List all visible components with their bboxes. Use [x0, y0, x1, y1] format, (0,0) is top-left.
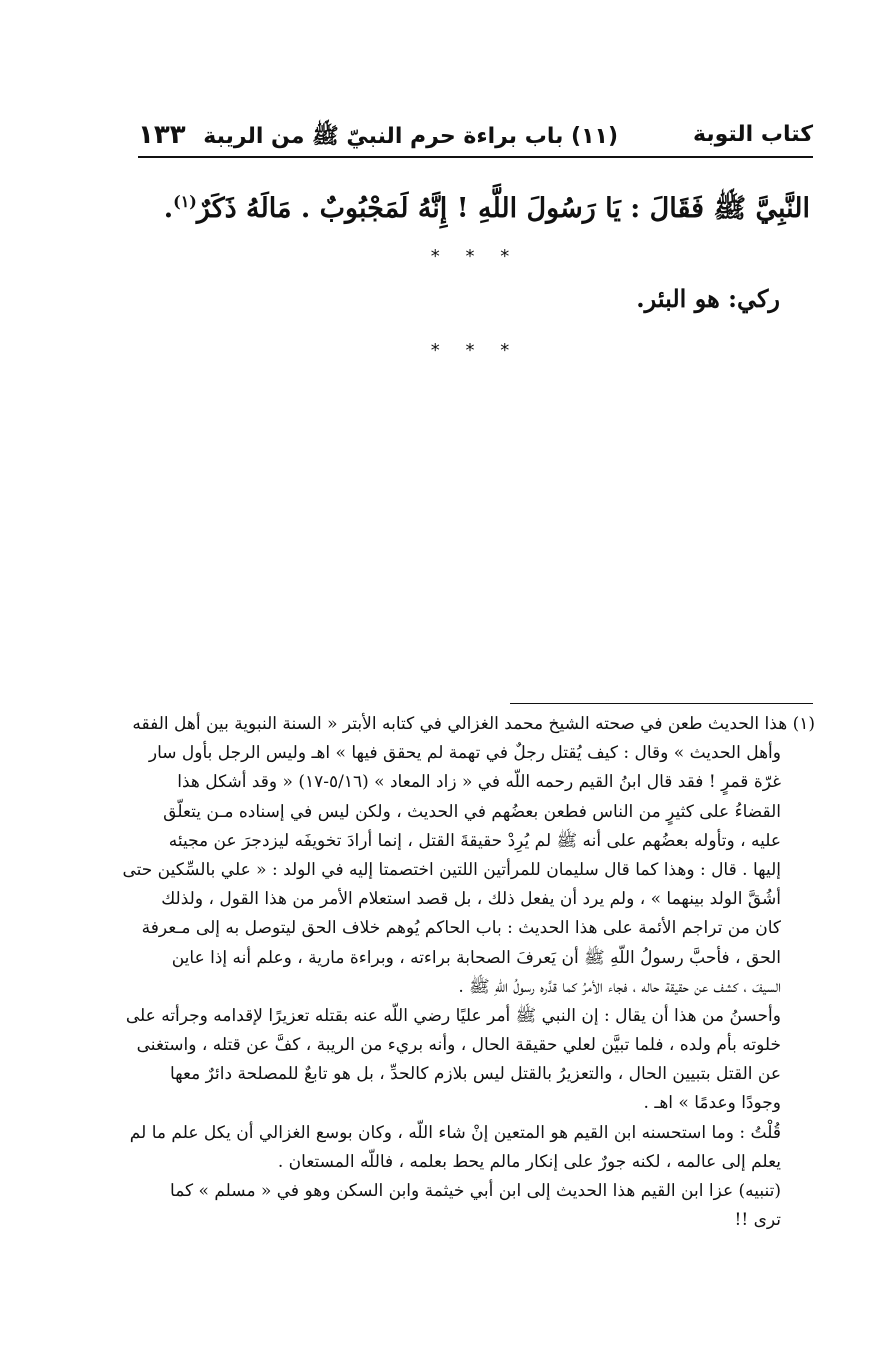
footnote-reference: (١) [173, 192, 197, 211]
footnote-line: السيفَ ، كشف عن حقيقة حاله ، فجاء الأمرُ كما قدَّره رسولُ اللّهِ ﷺ . [458, 976, 781, 997]
book-title: كتاب التوبة [693, 122, 813, 147]
footnote-line: (١) هذا الحديث طعن في صحته الشيخ محمد الغزالي في كتابه الأبتر « السنة النبوية بين أهل الفقه [132, 714, 815, 734]
footnote-line: عن القتل بتبيين الحال ، والتعزيرُ بالقتل ليس بلازم كالحدِّ ، بل هو تابعٌ للمصلحة دائرٌ معها [169, 1064, 781, 1085]
running-header [138, 116, 813, 158]
section-separator: * * * [430, 340, 520, 361]
footnote-line: الحق ، فأحبَّ رسولُ اللّهِ ﷺ أن يَعرفَ الصحابة براءته ، وبراءة مارية ، وعلم أنه إذا عاين [171, 947, 781, 968]
section-separator: * * * [430, 246, 520, 267]
main-text-body: النَّبِيَّ ﷺ فَقَالَ : يَا رَسُولَ اللَّهِ ! إِنَّهُ لَمَجْبُوبٌ . مَالَهُ ذَكَرٌ [196, 193, 810, 224]
page-number: ١٣٣ [138, 120, 186, 150]
main-text-line [163, 180, 810, 231]
footnote-line: وأحسنُ من هذا أن يقال : إن النبي ﷺ أمر عليًا رضي اللّه عنه بقتله تعزيرًا لإقدامه وجرأته على [125, 1005, 781, 1026]
footnote-line: إليها . قال : وهذا كما قال سليمان للمرأتين اللتين اختصمتا إليه في الولد : « علي بالسِّكين حتى [122, 859, 781, 880]
footnote-line: وأهل الحديث » وقال : كيف يُقتل رجلٌ في تهمة لم يحقق فيها » اهـ وليس الرجل بأول سار [148, 743, 781, 764]
footnotes-block [106, 710, 815, 1235]
footnote-line: خلوته بأم ولده ، فلما تبيَّن لعلي حقيقة الحال ، وأنه بريء من الريبة ، كفَّ عن قتله ، واستغنى [136, 1035, 781, 1056]
footnote-divider [510, 703, 813, 704]
footnote-line: أشُقَّ الولد بينهما » ، ولم يرد أن يفعل ذلك ، بل قصد استعلام الأمر من هذا القول ، ولذلك [161, 889, 781, 910]
footnote-line: يعلم إلى عالمه ، لكنه جورٌ على إنكار مالم يحط بعلمه ، فاللّه المستعان . [277, 1151, 781, 1172]
footnote-line: (تنبيه) عزا ابن القيم هذا الحديث إلى ابن أبي خيثمة وابن السكن وهو في « مسلم » كما [170, 1181, 781, 1201]
footnote-line: قُلْتُ : وما استحسنه ابن القيم هو المتعين إنْ شاء اللّه ، وكان بوسع الغزالي أن يكل علم ما لم [129, 1122, 781, 1143]
footnote-line: القضاءُ على كثيرٍ من الناس فطعن بعضُهم في الحديث ، ولكن ليس في إسناده مـن يتعلّق [163, 801, 781, 822]
gloss-line: ركي: هو البئر. [636, 284, 780, 313]
footnote-line: غرّة قمرٍ ! فقد قال ابنُ القيم رحمه اللّه في « زاد المعاد » (٥/١٦-١٧) « وقد أشكل هذا [177, 772, 781, 793]
footnote-line: عليه ، وتأوله بعضُهم على أنه ﷺ لم يُرِدْ حقيقةَ القتل ، إنما أرادَ تخويفَه ليزدجرَ عن مجيئه [168, 830, 781, 851]
footnote-line: ترى !! [734, 1210, 781, 1231]
footnote-line: كان من تراجم الأئمة على هذا الحديث : باب الحاكم يُوهم خلاف الحق ليتوصل به إلى مـعرفة [141, 918, 781, 939]
footnote-line: وجودًا وعدمًا » اهـ . [643, 1093, 781, 1114]
main-text-end: . [163, 193, 174, 224]
chapter-title: (١١) باب براءة حرم النبيّ ﷺ من الريبة [203, 124, 618, 149]
